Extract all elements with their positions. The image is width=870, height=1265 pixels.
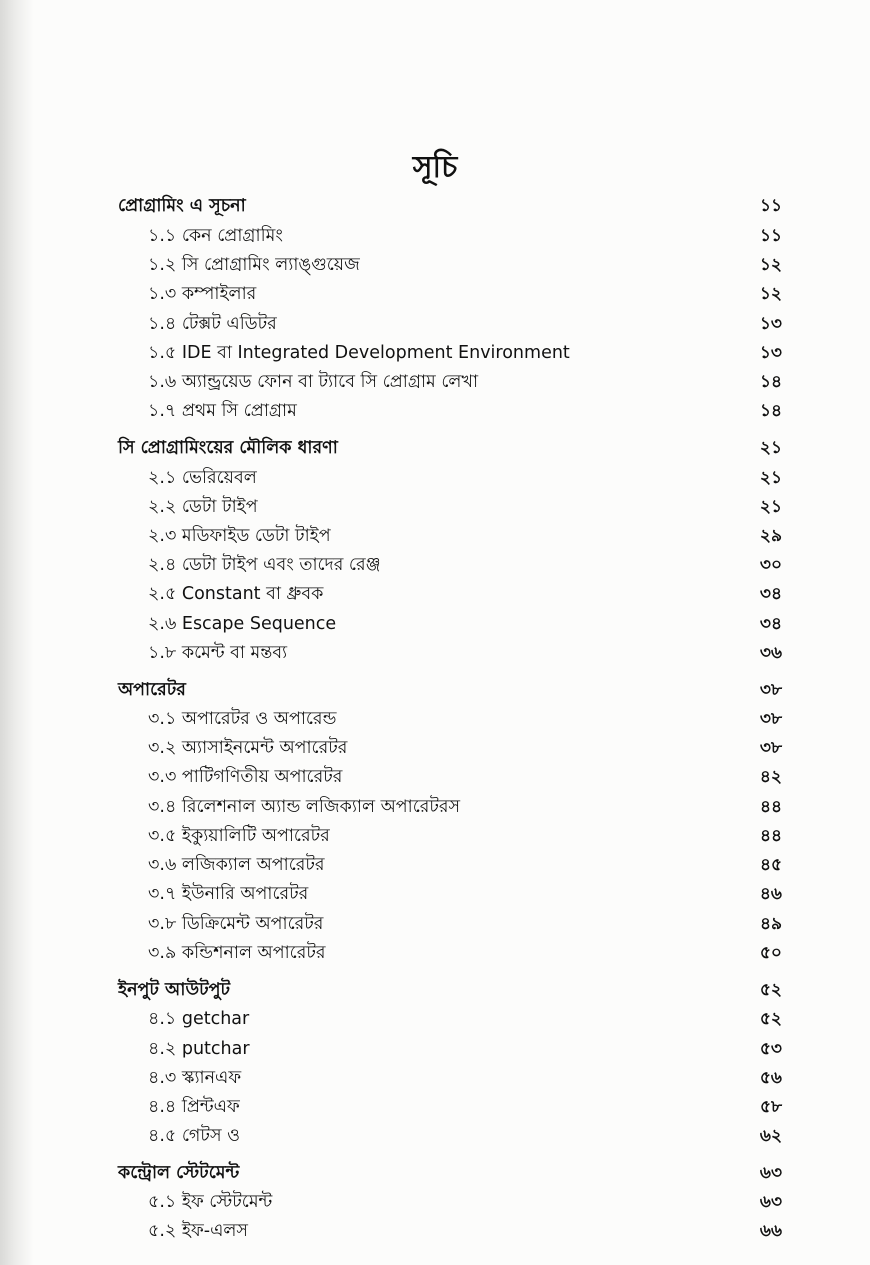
toc-page-number: ৩৬: [759, 643, 782, 663]
toc-entry-label: ২.২ ডেটা টাইপ: [148, 497, 258, 517]
toc-chapter-row: [0, 1159, 870, 1187]
toc-page-number: ১৩: [759, 314, 782, 334]
toc-section-row: [0, 763, 870, 791]
toc-entry-label: ৩.২ অ্যাসাইনমেন্ট অপারেটর: [148, 738, 348, 758]
toc-page-number: ৪৪: [759, 797, 782, 817]
toc-entry-label: ১.১ কেন প্রোগ্রামিং: [148, 226, 283, 246]
toc-page-number: ৩০: [759, 555, 782, 575]
toc-section-row: [0, 734, 870, 762]
toc-page-number: ৪২: [759, 767, 782, 787]
toc-entry-label: ১.৪ টেক্সট এডিটর: [148, 314, 277, 334]
toc-page-number: ১২: [759, 284, 782, 304]
toc-entry-label: ইনপুট আউটপুট: [118, 980, 231, 1000]
toc-section-row: [0, 610, 870, 638]
toc-entry-label: ১.৬ অ্যান্ড্রয়েড ফোন বা ট্যাবে সি প্রোগ্রাম লেখা: [148, 372, 479, 392]
toc-entry-label: ৩.৯ কন্ডিশনাল অপারেটর: [148, 943, 326, 963]
toc-entry-label: ৩.১ অপারেটর ও অপারেন্ড: [148, 709, 337, 729]
toc-page-number: ৫২: [759, 1009, 782, 1029]
toc-page-number: ৩৪: [759, 614, 782, 634]
toc-page-number: ৪৪: [759, 826, 782, 846]
toc-entry-label: ৩.৫ ইক্যুয়ালিটি অপারেটর: [148, 826, 330, 846]
toc-entry-label: ১.৮ কমেন্ট বা মন্তব্য: [148, 643, 288, 663]
toc-entry-label: ২.৪ ডেটা টাইপ এবং তাদের রেঞ্জ: [148, 555, 381, 575]
toc-page-number: ১৩: [759, 343, 782, 363]
toc-page-number: ৪৫: [759, 855, 782, 875]
toc-entry-label: ৪.২ putchar: [148, 1039, 250, 1059]
toc-section-row: [0, 397, 870, 425]
toc-section-row: [0, 522, 870, 550]
toc-section-row: [0, 910, 870, 938]
toc-entry-label: ২.১ ভেরিয়েবল: [148, 468, 257, 488]
toc-page-number: ২১: [759, 438, 782, 458]
toc-chapter-row: [0, 192, 870, 220]
toc-page-number: ৪৯: [759, 914, 782, 934]
toc-page-number: ২৯: [759, 526, 782, 546]
toc-entry-label: ৪.৩ স্ক্যানএফ: [148, 1068, 242, 1088]
toc-page-number: ৫০: [759, 943, 782, 963]
toc-entry-label: অপারেটর: [118, 680, 186, 700]
toc-entry-label: প্রোগ্রামিং এ সূচনা: [118, 196, 246, 216]
toc-page-number: ১১: [759, 226, 782, 246]
toc-page-number: ৩৮: [759, 680, 782, 700]
toc-entry-label: ৩.৩ পাটিগণিতীয় অপারেটর: [148, 767, 343, 787]
toc-section-row: [0, 310, 870, 338]
toc-section-row: [0, 880, 870, 908]
toc-entry-label: ১.৫ IDE বা Integrated Development Environment: [148, 343, 570, 363]
toc-entry-label: ৩.৬ লজিক্যাল অপারেটর: [148, 855, 325, 875]
toc-entry-label: ২.৩ মডিফাইড ডেটা টাইপ: [148, 526, 331, 546]
toc-section-row: [0, 1035, 870, 1063]
toc-page-number: ২১: [759, 497, 782, 517]
toc-page-number: ৫৬: [759, 1068, 782, 1088]
toc-page-number: ১৪: [759, 401, 782, 421]
toc-section-row: [0, 580, 870, 608]
toc-entry-label: ২.৬ Escape Sequence: [148, 614, 337, 634]
toc-section-row: [0, 822, 870, 850]
toc-entry-label: ১.৩ কম্পাইলার: [148, 284, 257, 304]
toc-page-number: ৫২: [759, 980, 782, 1000]
toc-section-row: [0, 639, 870, 667]
toc-section-row: [0, 1093, 870, 1121]
toc-section-row: [0, 851, 870, 879]
toc-page-number: ১৪: [759, 372, 782, 392]
toc-page-number: ৬৬: [759, 1221, 782, 1241]
toc-entry-label: ৪.৪ প্রিন্টএফ: [148, 1097, 240, 1117]
toc-entry-label: ২.৫ Constant বা ধ্রুবক: [148, 584, 324, 604]
toc-page-number: ৬৩: [759, 1192, 782, 1212]
toc-entry-label: ১.২ সি প্রোগ্রামিং ল্যাঙ্গুয়েজ: [148, 255, 360, 275]
toc-section-row: [0, 705, 870, 733]
toc-section-row: [0, 1064, 870, 1092]
toc-page-number: ৫৩: [759, 1039, 782, 1059]
toc-page-number: ৩৪: [759, 584, 782, 604]
toc-page-number: ১২: [759, 255, 782, 275]
toc-section-row: [0, 1005, 870, 1033]
toc-section-row: [0, 339, 870, 367]
toc-page-number: ৬২: [759, 1126, 782, 1146]
toc-section-row: [0, 1122, 870, 1150]
toc-section-row: [0, 793, 870, 821]
toc-page-number: ৩৮: [759, 738, 782, 758]
toc-section-row: [0, 1188, 870, 1216]
toc-section-row: [0, 551, 870, 579]
toc-chapter-row: [0, 434, 870, 462]
toc-entry-label: ৪.১ getchar: [148, 1009, 250, 1029]
toc-section-row: [0, 280, 870, 308]
toc-section-row: [0, 251, 870, 279]
toc-entry-label: ৫.২ ইফ-এলস: [148, 1221, 248, 1241]
toc-entry-label: ৩.৭ ইউনারি অপারেটর: [148, 884, 309, 904]
toc-page-number: ৬৩: [759, 1163, 782, 1183]
toc-section-row: [0, 939, 870, 967]
toc-entry-label: ৪.৫ গেটস ও: [148, 1126, 240, 1146]
toc-section-row: [0, 368, 870, 396]
toc-page-number: ৪৬: [759, 884, 782, 904]
toc-chapter-row: [0, 676, 870, 704]
toc-entry-label: ৩.৪ রিলেশনাল অ্যান্ড লজিক্যাল অপারেটরস: [148, 797, 461, 817]
toc-entry-label: ৩.৮ ডিক্রিমেন্ট অপারেটর: [148, 914, 324, 934]
toc-entry-label: সি প্রোগ্রামিংয়ের মৌলিক ধারণা: [118, 438, 338, 458]
toc-section-row: [0, 493, 870, 521]
toc-section-row: [0, 464, 870, 492]
toc-section-row: [0, 222, 870, 250]
toc-page-number: ৫৮: [759, 1097, 782, 1117]
toc-entry-label: কন্ট্রোল স্টেটমেন্ট: [118, 1163, 240, 1183]
toc-page-number: ১১: [759, 196, 782, 216]
toc-entry-label: ৫.১ ইফ স্টেটমেন্ট: [148, 1192, 273, 1212]
toc-section-row: [0, 1217, 870, 1245]
toc-page-number: ৩৮: [759, 709, 782, 729]
toc-page-number: ২১: [759, 468, 782, 488]
toc-entry-label: ১.৭ প্রথম সি প্রোগ্রাম: [148, 401, 297, 421]
toc-chapter-row: [0, 976, 870, 1004]
page-title: সূচি: [412, 150, 458, 185]
